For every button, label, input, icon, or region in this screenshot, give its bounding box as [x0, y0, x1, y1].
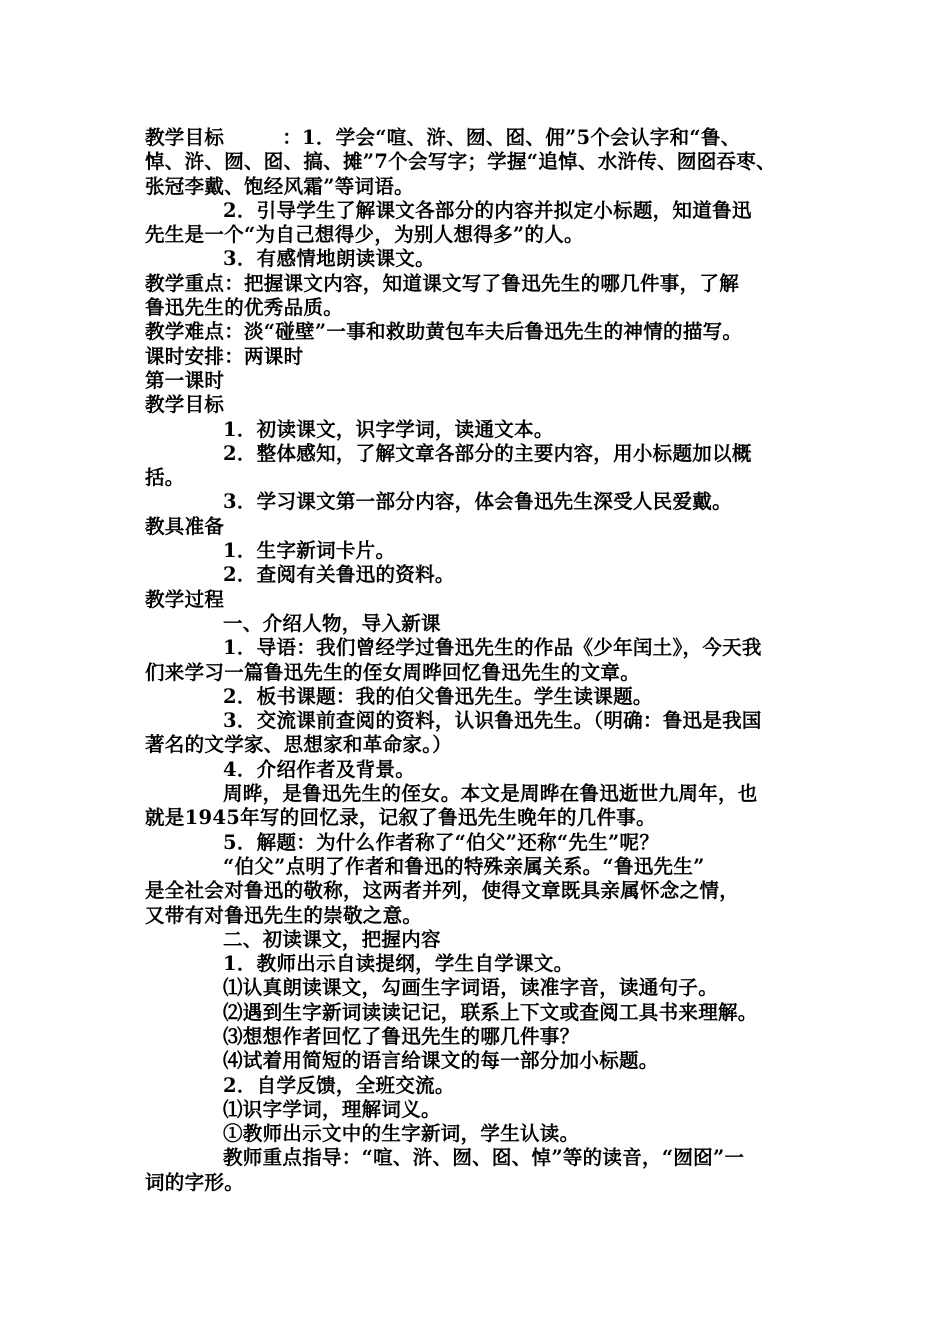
text-line: 教师重点指导：“喧、浒、囫、囵、悼”等的读音，“囫囵”一: [223, 1146, 745, 1170]
text-line: 教学难点：淡“碰壁”一事和救助黄包车夫后鲁迅先生的神情的描写。: [145, 320, 743, 344]
text-line: 先生是一个“为自己想得少，为别人想得多”的人。: [145, 223, 584, 247]
text-line: 鲁迅先生的优秀品质。: [145, 296, 344, 320]
text-line: 1．导语：我们曾经学过鲁迅先生的作品《少年闰土》，今天我: [223, 636, 762, 660]
text-line: ①教师出示文中的生字新词，学生认读。: [223, 1122, 580, 1146]
text-line: 二、初读课文，把握内容: [223, 927, 441, 951]
text-line: 4．介绍作者及背景。: [223, 757, 416, 781]
text-line: 括。: [145, 466, 185, 490]
text-line: 2．查阅有关鲁迅的资料。: [223, 563, 455, 587]
text-line: 1．生字新词卡片。: [223, 539, 396, 563]
text-line: 1．教师出示自读提纲，学生自学课文。: [223, 952, 574, 976]
text-line: ⑵遇到生字新词读读记记，联系上下文或查阅工具书来理解。: [223, 1000, 758, 1024]
text-line: ⑴认真朗读课文，勾画生字词语，读准字音，读通句子。: [223, 976, 719, 1000]
text-line: 是全社会对鲁迅的敬称，这两者并列，使得文章既具亲属怀念之情，: [145, 879, 740, 903]
text-line: 2．整体感知，了解文章各部分的主要内容，用小标题加以概: [223, 441, 752, 465]
text-line: 3．有感情地朗读课文。: [223, 247, 435, 271]
section-heading: 教学目标: [145, 393, 225, 417]
text-line: 周晔，是鲁迅先生的侄女。本文是周晔在鲁迅逝世九周年，也: [223, 782, 758, 806]
text-line: 3．交流课前查阅的资料，认识鲁迅先生。（明确：鲁迅是我国: [223, 709, 762, 733]
text-line: ⑶想想作者回忆了鲁迅先生的哪几件事？: [223, 1024, 580, 1048]
text-line: ⑷试着用简短的语言给课文的每一部分加小标题。: [223, 1049, 659, 1073]
text-line: 3．学习课文第一部分内容，体会鲁迅先生深受人民爱戴。: [223, 490, 732, 514]
text-line: 词的字形。: [145, 1170, 245, 1194]
text-line: 5．解题：为什么作者称了“伯父”还称“先生”呢？: [223, 830, 660, 854]
text-line: 课时安排：两课时: [145, 344, 304, 368]
section-heading: 教学过程: [145, 587, 225, 611]
section-heading: 第一课时: [145, 368, 225, 392]
text-line: “伯父”点明了作者和鲁迅的特殊亲属关系。“鲁迅先生”: [223, 854, 705, 878]
section-label: 教学目标: [145, 126, 225, 149]
text-line: ⑴识字学词，理解词义。: [223, 1097, 441, 1121]
text-span: ：1．学会“喧、浒、囫、囵、佣”5个会认字和“鲁、: [282, 126, 741, 149]
text-line: 2．板书课题：我的伯父鲁迅先生。学生读课题。: [223, 684, 653, 708]
text-line: 著名的文学家、思想家和革命家。）: [145, 733, 453, 757]
text-line: 教学重点：把握课文内容，知道课文写了鲁迅先生的哪几件事，了解: [145, 271, 740, 295]
text-line: 2．引导学生了解课文各部分的内容并拟定小标题，知道鲁迅: [223, 198, 752, 222]
text-line: 又带有对鲁迅先生的崇敬之意。: [145, 903, 423, 927]
text-line: 张冠李戴、饱经风霜”等词语。: [145, 174, 414, 198]
document-page: [145, 126, 825, 1195]
text-line: 2．自学反馈，全班交流。: [223, 1073, 455, 1097]
text-line: 悼、浒、囫、囵、搞、摊”7个会写字；学握“追悼、水浒传、囫囵吞枣、: [145, 150, 776, 174]
text-line: 们来学习一篇鲁迅先生的侄女周晔回忆鲁迅先生的文章。: [145, 660, 641, 684]
text-line: 1．初读课文，识字学词，读通文本。: [223, 417, 554, 441]
section-heading: 教具准备: [145, 514, 225, 538]
text-line: 就是1945年写的回忆录，记叙了鲁迅先生晚年的几件事。: [145, 806, 656, 830]
text-line: [145, 126, 825, 150]
text-line: 一、介绍人物，导入新课: [223, 611, 441, 635]
